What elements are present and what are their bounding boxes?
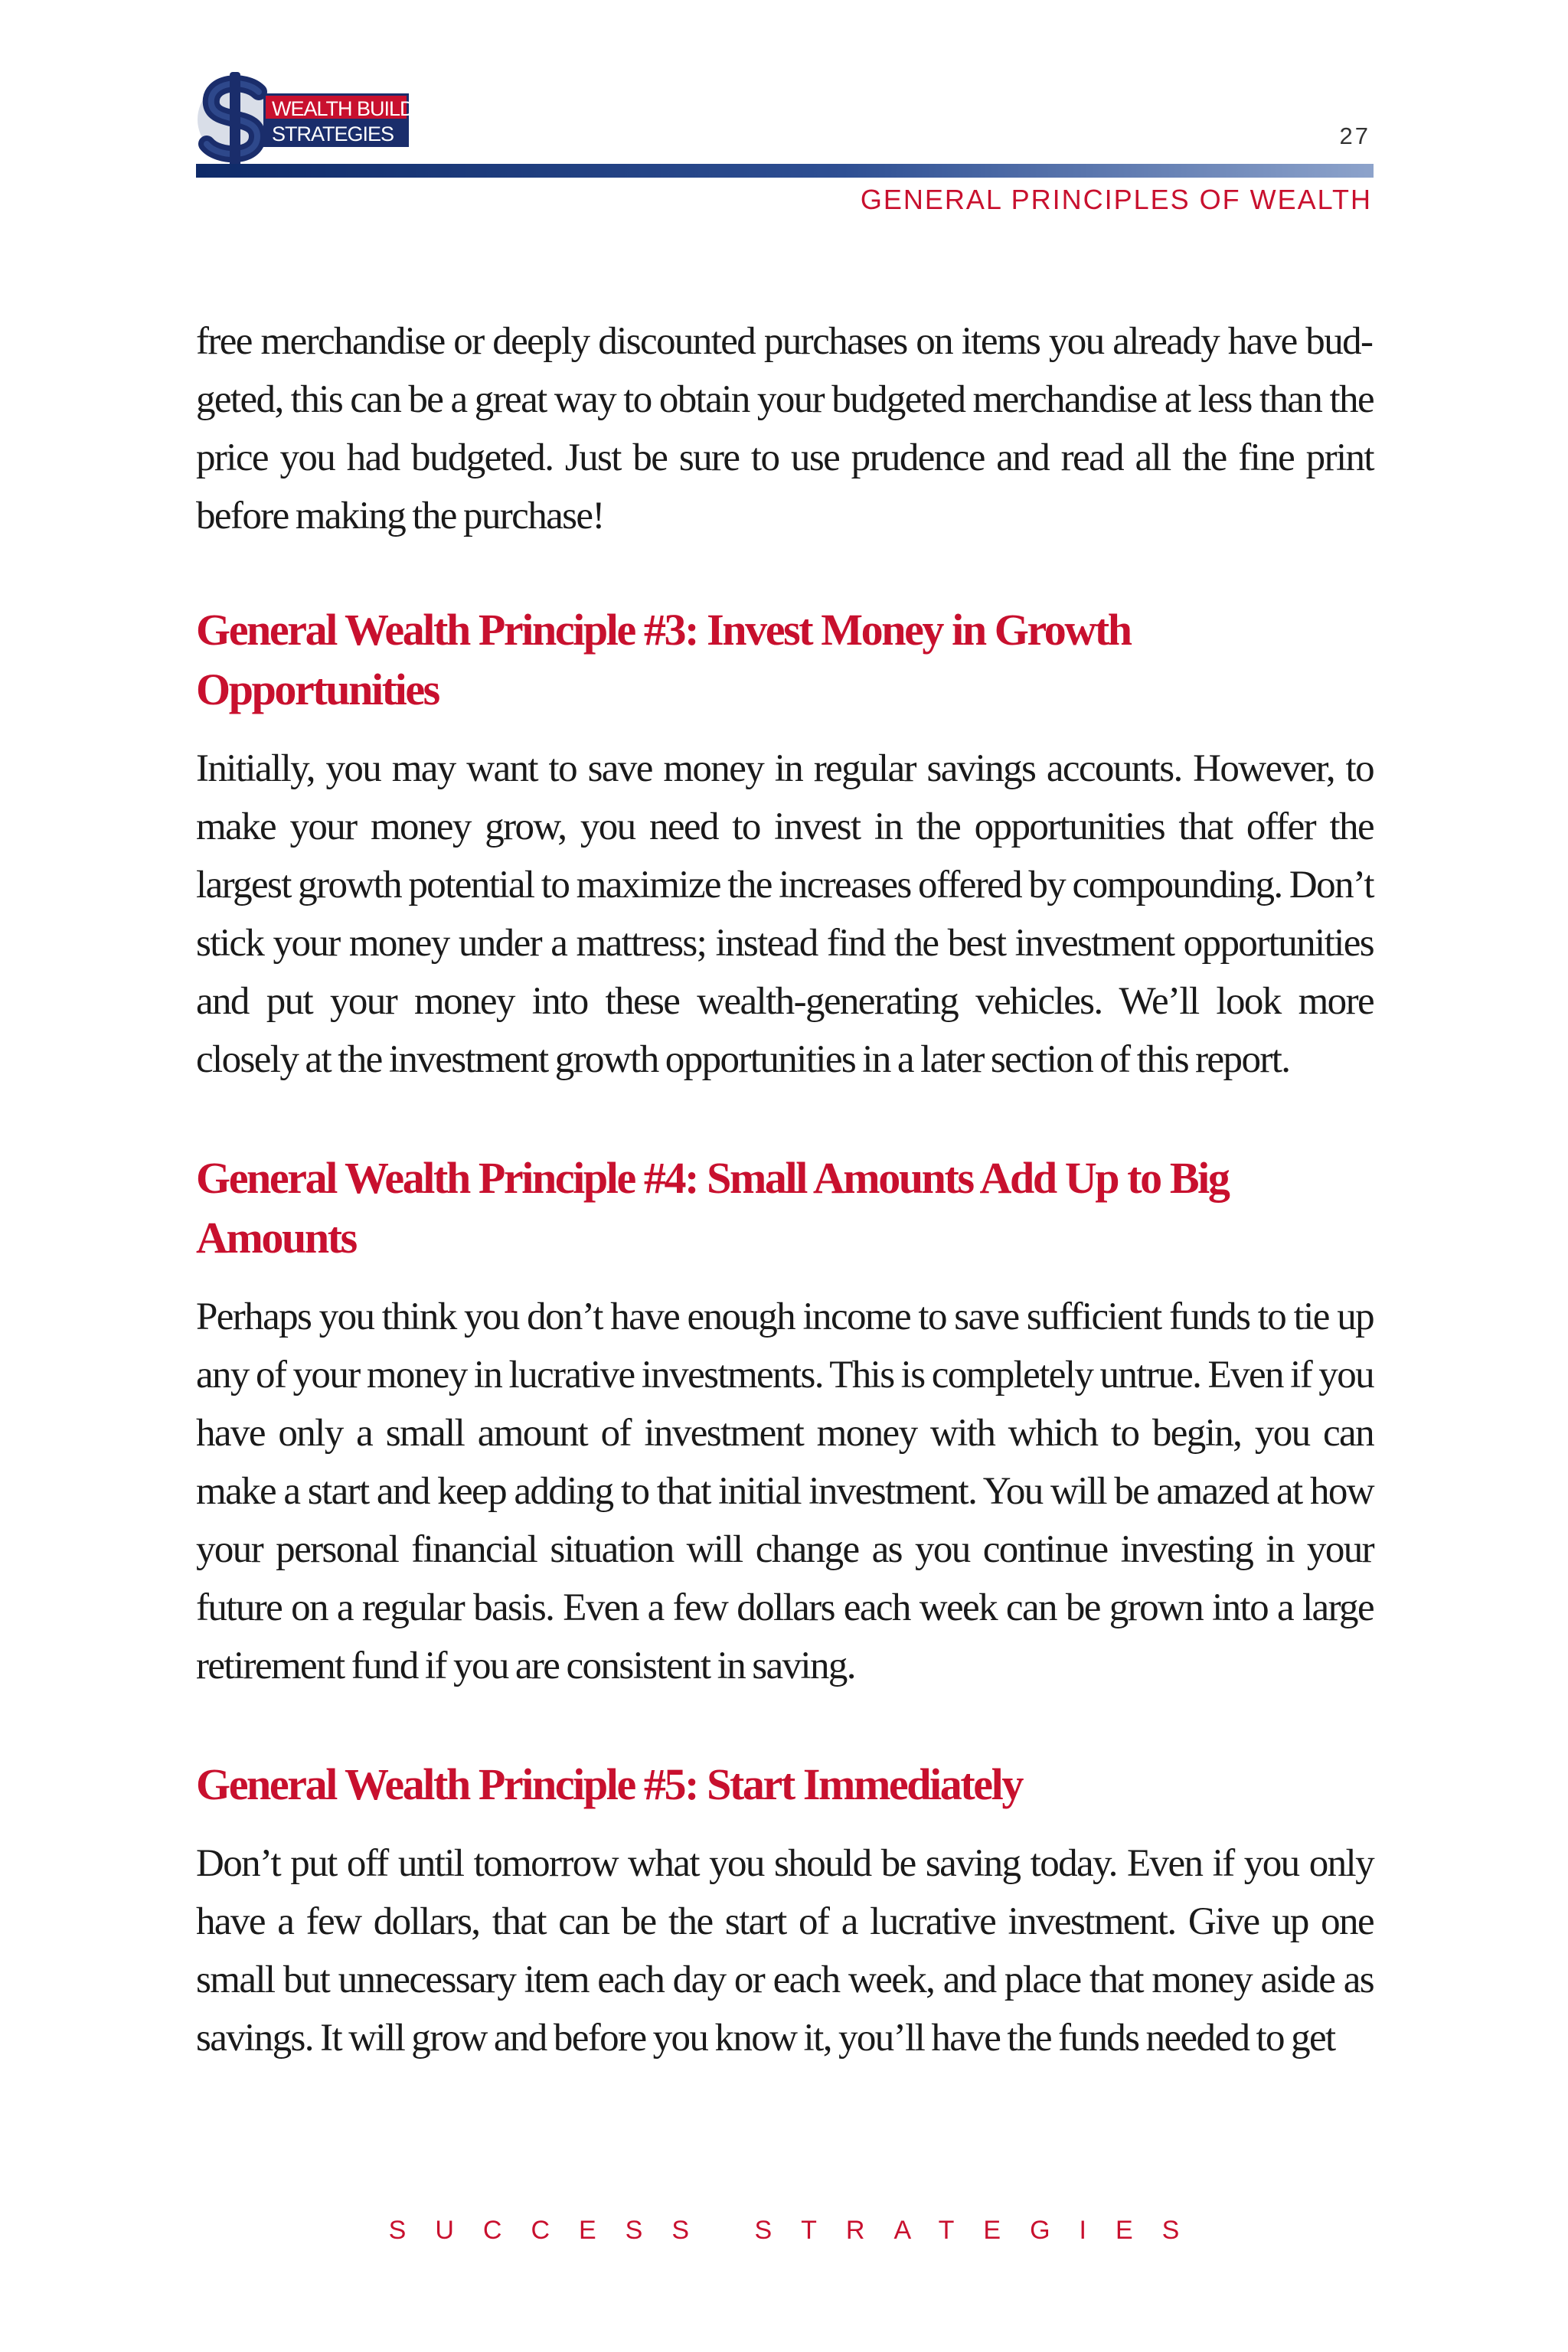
- section-heading-principle-5: General Wealth Principle #5: Start Immediately: [196, 1759, 1022, 1809]
- brand-logo: [191, 70, 449, 168]
- header-rule: [196, 164, 1374, 178]
- section-body-principle-3: Initially, you may want to save money in regular savings accounts. However, to make your money grow, you need to invest in the opportunities that offer the largest growth potential to maximize the increases offered by compounding. Don’t stick your money under a mattress; instead find the best investment opportunities and put your money into these wealth-generating vehicles. We’ll look more closely at the investment growth opportunities in a later section of this report.: [196, 747, 1374, 1081]
- page-number: 27: [1339, 122, 1370, 149]
- running-head: GENERAL PRINCIPLES OF WEALTH: [860, 184, 1372, 215]
- intro-paragraph: free merchandise or deeply discounted purchases on items you already have budgeted, this can be a great way to obtain your budgeted merchandise at less than the price you had budgeted. Just be sure to use prudence and read all the fine print before making the purchase!: [196, 320, 1374, 537]
- footer-title: SUCCESS STRATEGIES: [388, 2216, 1209, 2245]
- section-body-principle-4: Perhaps you think you don’t have enough income to save sufficient funds to tie up any of your money in lucrative investments. This is completely untrue. Even if you have only a small amount of investment money with which to begin, you can make a start and keep adding to that initial investment. You will be amazed at how your personal financial situation will change as you continue investing in your future on a regular basis. Even a few dollars each week can be grown into a large retirement fund if you are consistent in saving.: [196, 1295, 1374, 1687]
- logo-wordmark: [263, 93, 449, 147]
- section-heading-principle-3: General Wealth Principle #3: Invest Money in Growth Opportunities: [196, 605, 1131, 714]
- logo-text-line1: WEALTH BUILDING: [272, 97, 449, 120]
- section-heading-principle-4: General Wealth Principle #4: Small Amounts Add Up to Big Amounts: [196, 1153, 1229, 1263]
- section-body-principle-5: Don’t put off until tomorrow what you should be saving today. Even if you only have a few dollars, that can be the start of a lucrative investment. Give up one small but unnecessary item each day or each week, and place that money aside as savings. It will grow and before you know it, you’ll have the funds needed to get: [196, 1842, 1374, 2060]
- page-content: [196, 312, 1374, 2067]
- logo-text-line2: STRATEGIES: [272, 122, 394, 145]
